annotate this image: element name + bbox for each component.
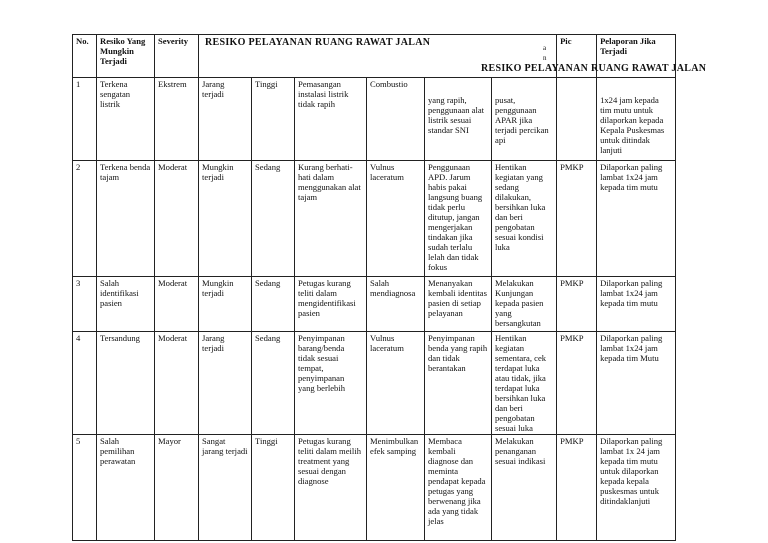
- header-risk: Resiko Yang Mungkin Terjadi: [97, 35, 155, 78]
- level-cell: Sedang: [252, 332, 295, 435]
- cause-cell: Penyimpanan barang/benda tidak sesuai tempat, penyimpanan yang berlebih: [295, 332, 367, 435]
- impact-cell: Salah mendiagnosa: [367, 277, 425, 332]
- report-cell: Dilaporkan paling lambat 1x24 jam kepada tim mutu: [597, 161, 676, 277]
- prevention-cell: Penggunaan APD. Jarum habis pakai langsung buang tidak perlu ditutup, jangan mengerjakan tindakan jika sudah terlalu lelah dan tidak fokus: [425, 161, 492, 277]
- row-number: 3: [73, 277, 97, 332]
- level-cell: Sedang: [252, 277, 295, 332]
- risk-cell: Terkena benda tajam: [97, 161, 155, 277]
- likelihood-cell: Jarang terjadi: [199, 332, 252, 435]
- header-no: No.: [73, 35, 97, 78]
- prevention-cell: Penyimpanan benda yang rapih dan tidak berantakan: [425, 332, 492, 435]
- handling-text: pusat, penggunaan APAR jika terjadi percikan api: [495, 95, 549, 145]
- row-number: 2: [73, 161, 97, 277]
- pic-cell: PMKP: [557, 277, 597, 332]
- likelihood-cell: Mungkin terjadi: [199, 161, 252, 277]
- severity-cell: Mayor: [155, 435, 199, 541]
- prevention-cell: Menanyakan kembali identitas pasien di setiap pelayanan: [425, 277, 492, 332]
- report-cell: [597, 78, 676, 161]
- risk-cell: Terkena sengatan listrik: [97, 78, 155, 161]
- severity-cell: Moderat: [155, 332, 199, 435]
- stray-glyph: a: [543, 44, 547, 52]
- report-cell: Dilaporkan paling lambat 1x24 jam kepada tim Mutu: [597, 332, 676, 435]
- level-cell: Tinggi: [252, 435, 295, 541]
- likelihood-cell: Jarang terjadi: [199, 78, 252, 161]
- impact-cell: Vulnus laceratum: [367, 332, 425, 435]
- level-cell: Tinggi: [252, 78, 295, 161]
- pic-cell: [557, 78, 597, 161]
- risk-cell: Tersandung: [97, 332, 155, 435]
- table-row: [73, 332, 676, 435]
- level-cell: Sedang: [252, 161, 295, 277]
- handling-cell: Hentikan kegiatan sementara, cek terdapat luka atau tidak, jika terdapat luka bersihkan luka dan beri pengobatan sesuai luka: [492, 332, 557, 435]
- report-text: 1x24 jam kepada tim mutu untuk dilaporkan kepada Kepala Puskesmas untuk ditindak lanjuti: [600, 95, 665, 155]
- prevention-text: yang rapih, penggunaan alat listrik sesuai standar SNI: [428, 95, 485, 135]
- impact-cell: Combustio: [367, 78, 425, 161]
- header-report: Pelaporan Jika Terjadi: [597, 35, 676, 78]
- table-row: [73, 435, 676, 541]
- row-number: 4: [73, 332, 97, 435]
- row-number: 5: [73, 435, 97, 541]
- cause-cell: Petugas kurang teliti dalam mengidentifikasi pasien: [295, 277, 367, 332]
- handling-cell: [492, 78, 557, 161]
- likelihood-cell: Sangat jarang terjadi: [199, 435, 252, 541]
- document-title-overlap: RESIKO PELAYANAN RUANG RAWAT JALAN: [481, 63, 707, 74]
- impact-cell: Menimbulkan efek samping: [367, 435, 425, 541]
- row-number: 1: [73, 78, 97, 161]
- table-row: [73, 277, 676, 332]
- header-severity: Severity: [155, 35, 199, 78]
- handling-cell: Hentikan kegiatan yang sedang dilakukan, bersihkan luka dan beri pengobatan sesuai kondisi luka: [492, 161, 557, 277]
- stray-glyph: n: [543, 54, 547, 62]
- header-pic: Pic: [557, 35, 597, 78]
- risk-register-table: [72, 34, 676, 541]
- prevention-cell: [425, 78, 492, 161]
- handling-cell: Melakukan Kunjungan kepada pasien yang bersangkutan: [492, 277, 557, 332]
- risk-cell: Salah pemilihan perawatan: [97, 435, 155, 541]
- report-cell: Dilaporkan paling lambat 1x24 jam kepada tim mutu: [597, 277, 676, 332]
- cause-cell: Petugas kurang teliti dalam meilih treatment yang sesuai dengan diagnose: [295, 435, 367, 541]
- table-row: [73, 161, 676, 277]
- severity-cell: Moderat: [155, 161, 199, 277]
- cause-cell: Kurang berhati-hati dalam menggunakan alat tajam: [295, 161, 367, 277]
- pic-cell: PMKP: [557, 161, 597, 277]
- document-title: RESIKO PELAYANAN RUANG RAWAT JALAN: [205, 37, 431, 48]
- impact-cell: Vulnus laceratum: [367, 161, 425, 277]
- pic-cell: PMKP: [557, 435, 597, 541]
- handling-cell: Melakukan penanganan sesuai indikasi: [492, 435, 557, 541]
- likelihood-cell: Mungkin terjadi: [199, 277, 252, 332]
- table-row: [73, 78, 676, 161]
- cause-cell: Pemasangan instalasi listrik tidak rapih: [295, 78, 367, 161]
- report-cell: Dilaporkan paling lambat 1x 24 jam kepada tim mutu untuk dilaporkan kepada kepala puskesmas untuk ditindaklanjuti: [597, 435, 676, 541]
- severity-cell: Ekstrem: [155, 78, 199, 161]
- severity-cell: Moderat: [155, 277, 199, 332]
- risk-cell: Salah identifikasi pasien: [97, 277, 155, 332]
- prevention-cell: Membaca kembali diagnose dan meminta pendapat kepada petugas yang berwenang jika ada yang tidak jelas: [425, 435, 492, 541]
- pic-cell: PMKP: [557, 332, 597, 435]
